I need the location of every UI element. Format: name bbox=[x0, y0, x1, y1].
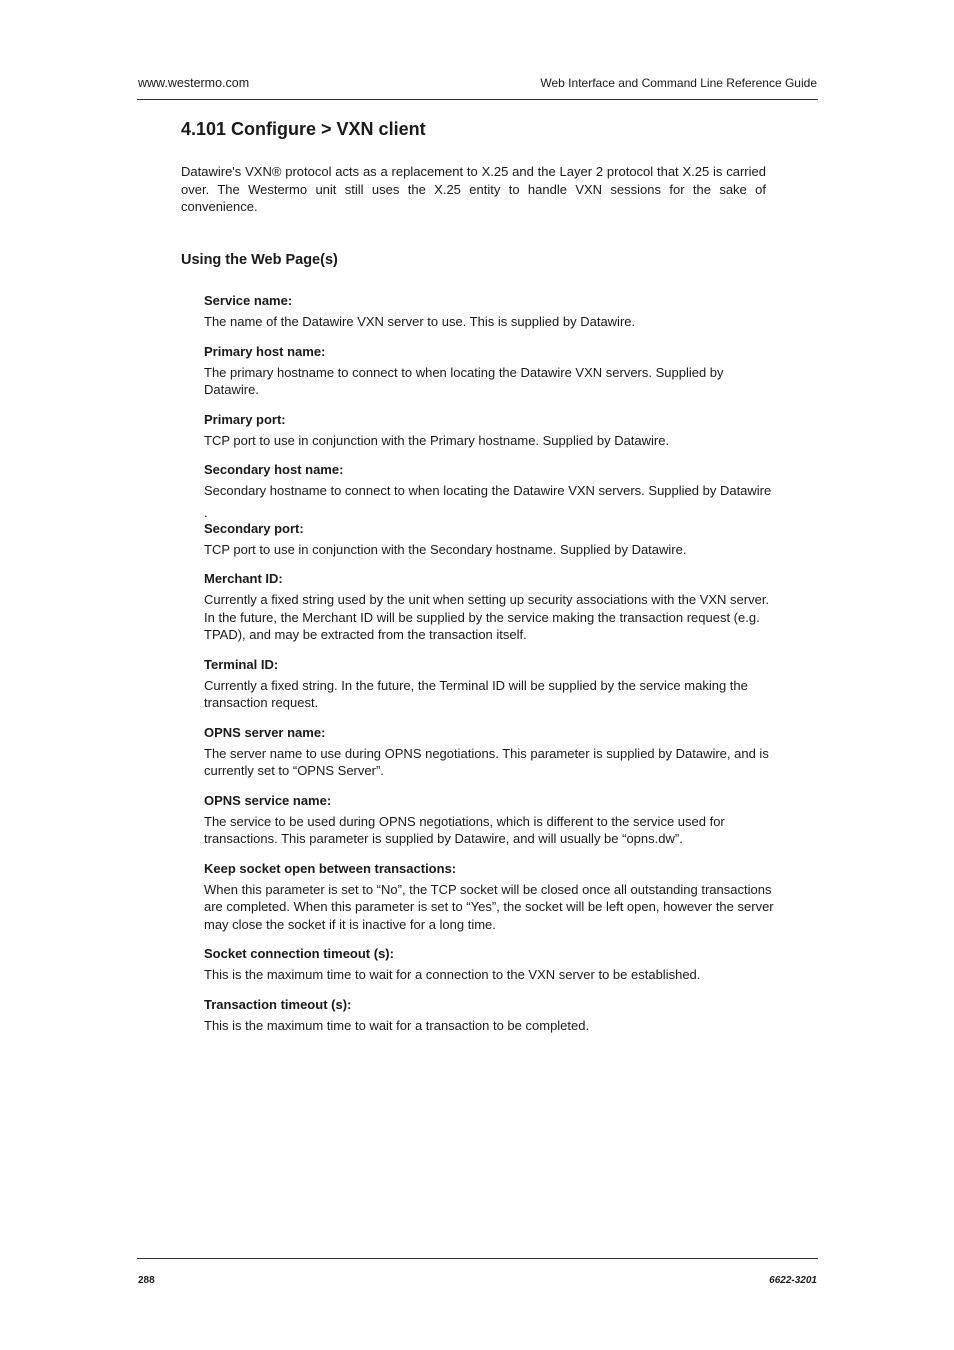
field-label: OPNS server name: bbox=[204, 724, 326, 740]
header-guide-title: Web Interface and Command Line Reference Guide bbox=[540, 76, 817, 90]
field-description: TCP port to use in conjunction with the Secondary hostname. Supplied by Datawire. bbox=[204, 541, 687, 557]
field-description: When this parameter is set to “No”, the TCP socket will be closed once all outstanding transactions are completed. When this parameter is set to “Yes”, the socket will be left open, however the server may close the socket if it is inactive for a long time. bbox=[204, 881, 774, 932]
field-description: Currently a fixed string used by the unit when setting up security associations with the VXN server. In the future, the Merchant ID will be supplied by the service making the transaction request (e.g. TPAD), and may be extracted from the transaction itself. bbox=[204, 592, 770, 642]
field-label: Secondary port: bbox=[204, 520, 304, 536]
field-description: The primary hostname to connect to when locating the Datawire VXN servers. Supplied by Datawire. bbox=[204, 364, 724, 397]
field-label: Secondary host name: bbox=[204, 462, 344, 477]
field-description: The name of the Datawire VXN server to use. This is supplied by Datawire. bbox=[204, 314, 636, 329]
field-description: This is the maximum time to wait for a transaction to be completed. bbox=[204, 1017, 590, 1033]
field-secondary-host-name bbox=[204, 461, 776, 500]
field-label: Primary host name: bbox=[204, 343, 326, 359]
field-service-name bbox=[204, 292, 776, 331]
field-label: Keep socket open between transactions: bbox=[204, 860, 457, 876]
field-description: TCP port to use in conjunction with the Primary hostname. Supplied by Datawire. bbox=[204, 432, 670, 448]
field-secondary-port bbox=[204, 520, 776, 559]
document-number: 6622-3201 bbox=[769, 1275, 817, 1286]
field-description: The server name to use during OPNS negotiations. This parameter is supplied by Datawire, and is currently set to “OPNS Server”. bbox=[204, 745, 769, 778]
field-label: Merchant ID: bbox=[204, 571, 283, 586]
field-label: Terminal ID: bbox=[204, 656, 279, 672]
field-primary-host-name bbox=[204, 343, 776, 399]
field-label: Socket connection timeout (s): bbox=[204, 946, 394, 961]
field-merchant-id bbox=[204, 570, 776, 644]
section-title: 4.101 Configure > VXN client bbox=[181, 119, 426, 139]
field-list bbox=[204, 292, 776, 1046]
header-rule bbox=[137, 99, 818, 100]
field-description: Secondary hostname to connect to when locating the Datawire VXN servers. Supplied by Datawire bbox=[204, 483, 772, 498]
field-label: OPNS service name: bbox=[204, 792, 332, 808]
field-label: Service name: bbox=[204, 293, 293, 308]
field-socket-connection-timeout bbox=[204, 945, 776, 984]
field-keep-socket-open bbox=[204, 860, 776, 934]
subheading: Using the Web Page(s) bbox=[181, 252, 338, 268]
stray-period: . bbox=[204, 504, 208, 520]
section-intro: Datawire's VXN® protocol acts as a replacement to X.25 and the Layer 2 protocol that X.25 is carried over. The Westermo unit still uses the X.25 entity to handle VXN sessions for the sake of convenience. bbox=[181, 164, 766, 214]
footer-rule bbox=[137, 1258, 818, 1259]
field-description: Currently a fixed string. In the future, the Terminal ID will be supplied by the service making the transaction request. bbox=[204, 677, 748, 710]
field-description: The service to be used during OPNS negotiations, which is different to the service used for transactions. This parameter is supplied by Datawire, and will usually be “opns.dw”. bbox=[204, 813, 725, 846]
field-terminal-id bbox=[204, 656, 776, 712]
header-site-url: www.westermo.com bbox=[138, 76, 250, 90]
field-transaction-timeout bbox=[204, 996, 776, 1035]
field-primary-port bbox=[204, 411, 776, 450]
field-label: Transaction timeout (s): bbox=[204, 996, 352, 1012]
field-opns-service-name bbox=[204, 792, 776, 848]
page-number: 288 bbox=[138, 1275, 155, 1286]
field-opns-server-name bbox=[204, 724, 776, 780]
field-description: This is the maximum time to wait for a connection to the VXN server to be established. bbox=[204, 967, 701, 982]
field-label: Primary port: bbox=[204, 411, 286, 427]
